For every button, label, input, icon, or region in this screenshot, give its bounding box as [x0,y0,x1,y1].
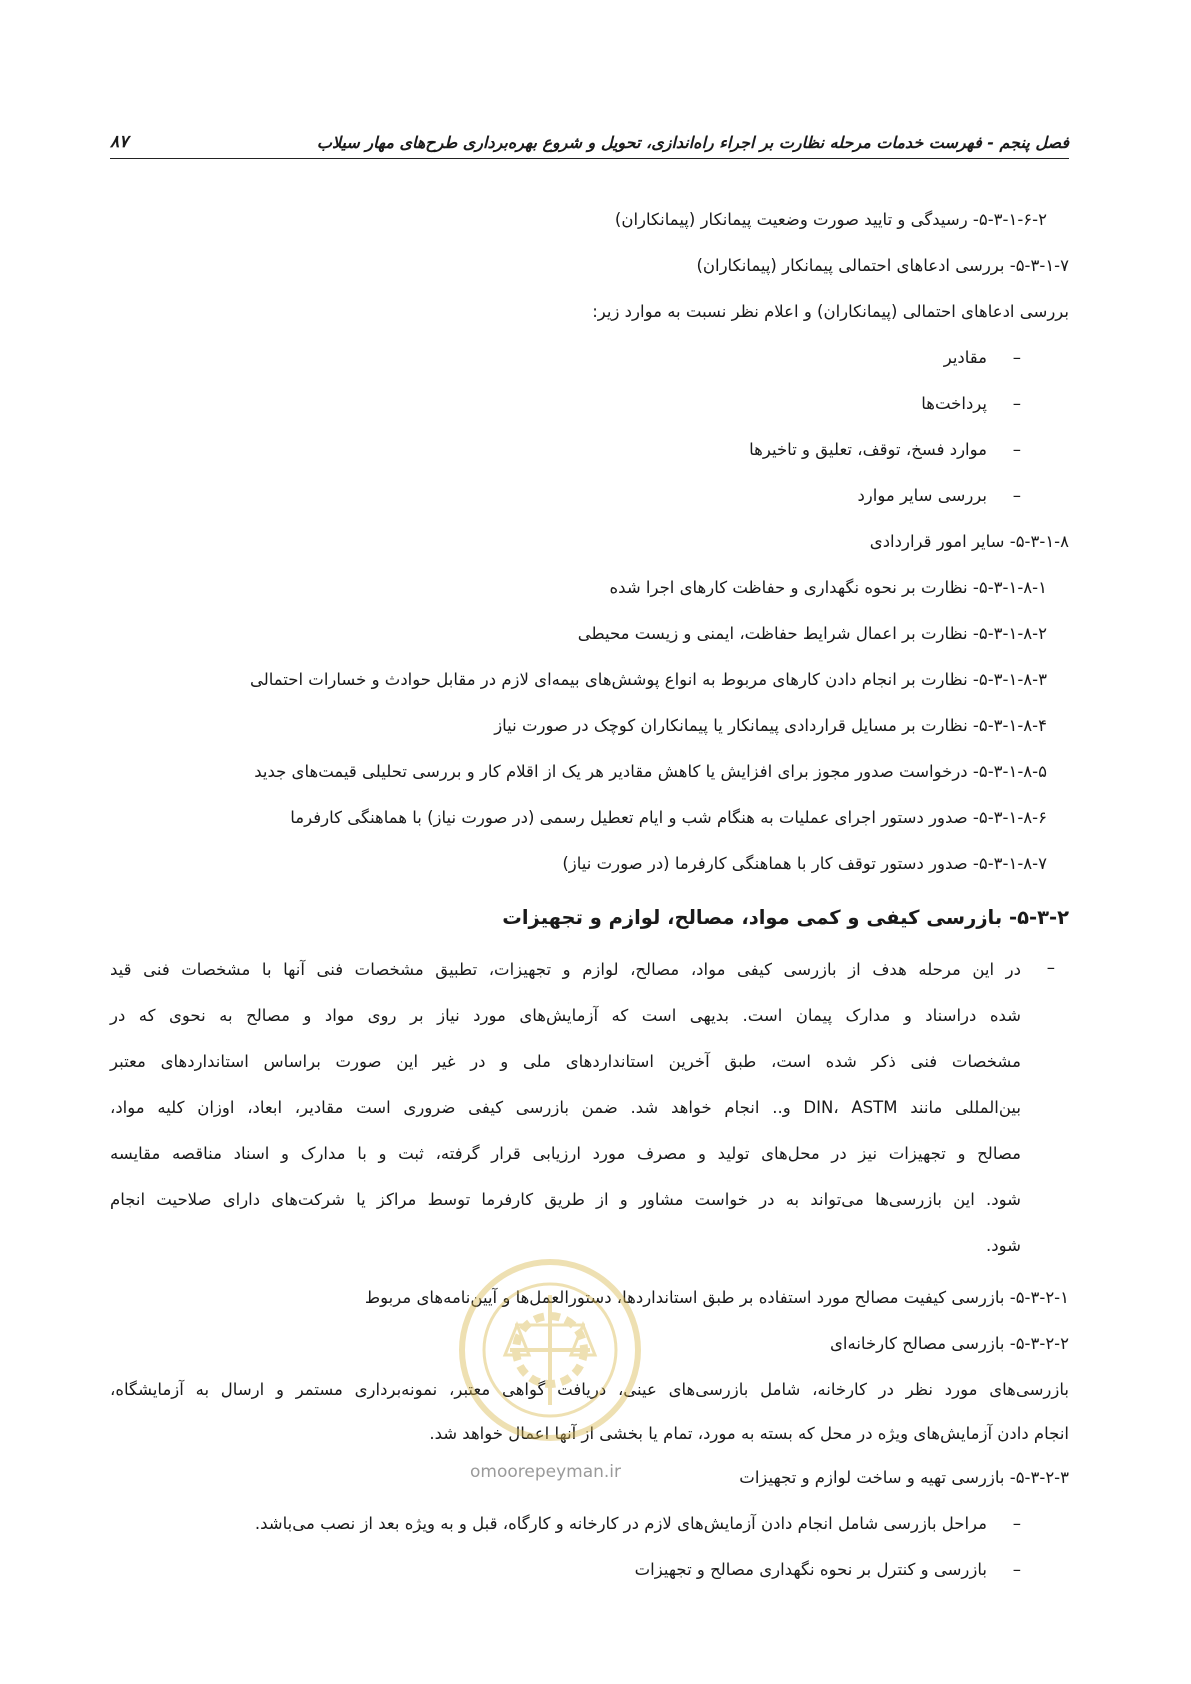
item-8-2: ۵-۳-۱-۸-۲- نظارت بر اعمال شرایط حفاظت، ایمنی و زیست محیطی [577,624,1047,643]
item-8-3: ۵-۳-۱-۸-۳- نظارت بر انجام دادن کارهای مربوط به انواع پوشش‌های بیمه‌ای لازم در مقابل حوادث و خسارات احتمالی [249,670,1047,689]
bullet-text: بازرسی و کنترل بر نحوه نگهداری مصالح و تجهیزات [634,1560,987,1579]
bullet-item [110,438,1069,484]
page-body [110,208,1069,1604]
item-8-7: ۵-۳-۱-۸-۷- صدور دستور توقف کار با هماهنگی کارفرما (در صورت نیاز) [562,854,1047,873]
paragraph-line: شده دراسناد و مدارک پیمان است. بدیهی است که آزمایش‌های مورد نیاز بر روی مواد و مصالح به نحوی که در [110,1006,1021,1025]
bullet-dash: – [1012,486,1021,505]
bullet-item [110,392,1069,438]
bullet-item [110,1512,1069,1558]
bullet-dash: – [1012,440,1021,459]
item-8-6: ۵-۳-۱-۸-۶- صدور دستور اجرای عملیات به هنگام شب و ایام تعطیل رسمی (در صورت نیاز) با هماهنگی کارفرما [290,808,1047,827]
paragraph-line: مشخصات فنی ذکر شده است، طبق آخرین استانداردهای ملی و در غیر این صورت براساس استانداردهای معتبر [110,1052,1021,1071]
page-header [110,124,1069,159]
paragraph-line: در این مرحله هدف از بازرسی کیفی مواد، مصالح، لوازم و تجهیزات، تطبیق مشخصات فنی آنها با مشخصات فنی قید [110,960,1021,979]
page-number: ۸۷ [110,132,129,152]
item-6-2: ۵-۳-۱-۶-۲- رسیدگی و تایید صورت وضعیت پیمانکار (پیمانکاران) [614,210,1047,229]
watermark-text: omoorepeyman.ir [470,1462,622,1482]
item-8-5: ۵-۳-۱-۸-۵- درخواست صدور مجوز برای افزایش یا کاهش مقادیر هر یک از اقلام کار و بررسی تحلیلی قیمت‌های جدید [254,762,1047,781]
bullet-text: مراحل بازرسی شامل انجام دادن آزمایش‌های لازم در کارخانه و کارگاه، قبل و به ویژه بعد از نصب می‌باشد. [254,1514,987,1533]
paragraph-line: بین‌المللی مانند DIN، ASTM و.. انجام خواهد شد. ضمن بازرسی کیفی ضروری است مقادیر، ابعاد، اوزان کلیه مواد، [110,1098,1021,1117]
paragraph-line: شود. [986,1236,1021,1255]
bullet-dash: – [1012,1560,1021,1579]
section-heading: ۵-۳-۲- بازرسی کیفی و کمی مواد، مصالح، لوازم و تجهیزات [502,906,1069,929]
item-7: ۵-۳-۱-۷- بررسی ادعاهای احتمالی پیمانکار (پیمانکاران) [696,256,1069,275]
item-8-4: ۵-۳-۱-۸-۴- نظارت بر مسایل قراردادی پیمانکار یا پیمانکاران کوچک در صورت نیاز [494,716,1047,735]
bullet-item [110,346,1069,392]
item-8-1: ۵-۳-۱-۸-۱- نظارت بر نحوه نگهداری و حفاظت کارهای اجرا شده [609,578,1047,597]
chapter-title: فصل پنجم - فهرست خدمات مرحله نظارت بر اجراء راه‌اندازی، تحویل و شروع بهره‌برداری طرح‌های مهار سیلاب [316,133,1069,152]
sub-2-3: ۵-۳-۲-۳- بازرسی تهیه و ساخت لوازم و تجهیزات [739,1468,1069,1487]
bullet-item [110,484,1069,530]
paragraph-inspection [110,958,1069,1280]
paragraph-line: مصالح و تجهیزات نیز در محل‌های تولید و مصرف مورد ارزیابی قرار گرفته، ثبت و با مدارک و اسناد مناقصه مقایسه [110,1144,1021,1163]
paragraph-line: شود. این بازرسی‌ها می‌تواند به در خواست مشاور و از طریق کارفرما توسط مراکز یا شرکت‌های دارای صلاحیت انجام [110,1190,1021,1209]
bullet-text: موارد فسخ، توقف، تعلیق و تاخیرها [749,440,987,459]
item-7-intro: بررسی ادعاهای احتمالی (پیمانکاران) و اعلام نظر نسبت به موارد زیر: [592,302,1069,321]
bullet-text: پرداخت‌ها [921,394,987,413]
bullet-dash: – [1012,394,1021,413]
sub-2-1: ۵-۳-۲-۱- بازرسی کیفیت مصالح مورد استفاده بر طبق استانداردها، دستورالعمل‌ها و آیین‌نامه‌های مربوط [364,1288,1069,1307]
bullet-item [110,1558,1069,1604]
bullet-dash: – [1012,1514,1021,1533]
bullet-dash: – [1012,348,1021,367]
bullet-text: بررسی سایر موارد [857,486,987,505]
bullet-dash: – [1046,958,1055,977]
bullet-text: مقادیر [943,348,987,367]
sub-2-2: ۵-۳-۲-۲- بازرسی مصالح کارخانه‌ای [829,1334,1069,1353]
item-8: ۵-۳-۱-۸- سایر امور قراردادی [869,532,1069,551]
paragraph-line: بازرسی‌های مورد نظر در کارخانه، شامل بازرسی‌های عینی، دریافت گواهی معتبر، نمونه‌برداری مستمر و ارسال به آزمایشگاه، [110,1380,1069,1399]
paragraph-line: انجام دادن آزمایش‌های ویژه در محل که بسته به مورد، تمام یا بخشی از آنها اعمال خواهد شد. [429,1424,1069,1443]
